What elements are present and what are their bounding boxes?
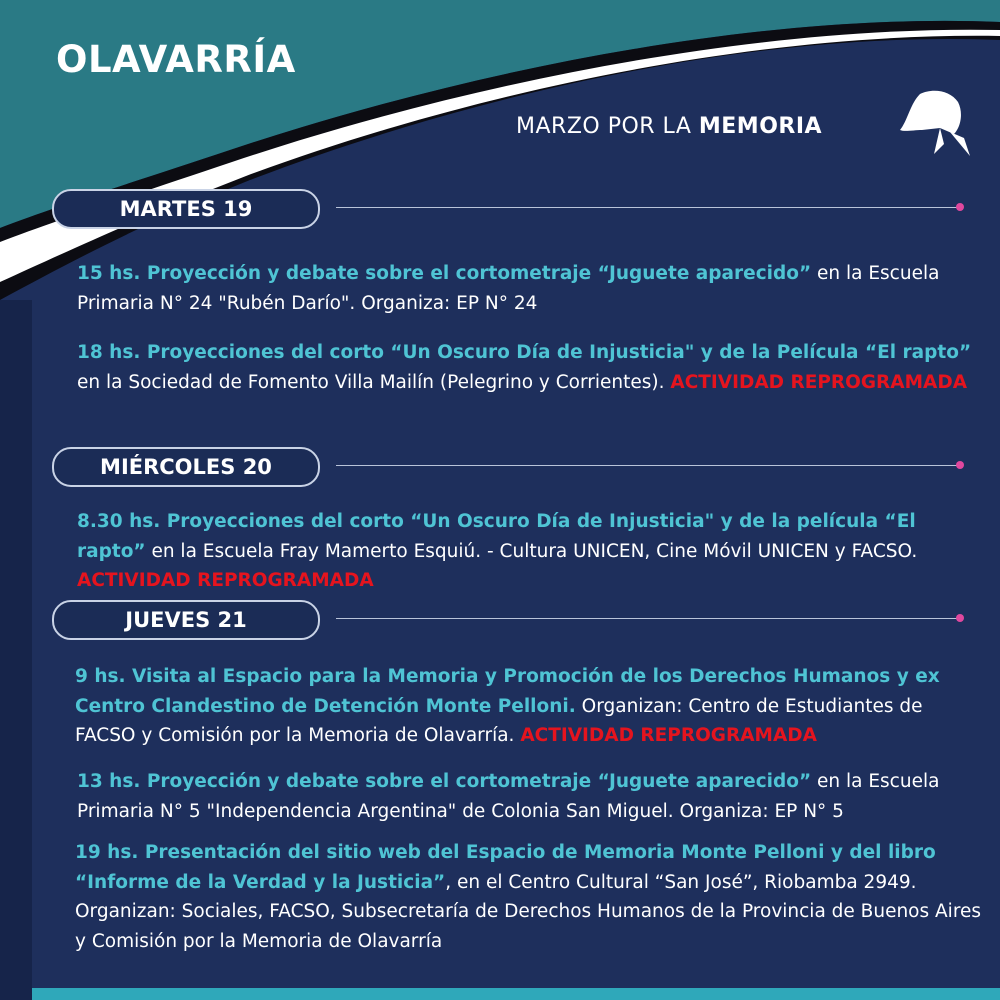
divider-dot [956, 614, 964, 622]
event-item [75, 662, 985, 751]
event-highlight: 19 hs. Presentación del sitio web del Espacio de Memoria Monte Pelloni y del libro “Informe de la Verdad y la Justicia” [75, 842, 936, 893]
event-text: en la Escuela Primaria N° 24 "Rubén Darío". Organiza: EP N° 24 [77, 263, 940, 314]
event-text: en la Sociedad de Fomento Villa Mailín (Pelegrino y Corrientes). [77, 371, 671, 393]
event-highlight: 9 hs. Visita al Espacio para la Memoria y Promoción de los Derechos Humanos y ex Centro Clandestino de Detención Monte Pelloni. [75, 666, 940, 717]
event-highlight: 18 hs. Proyecciones del corto “Un Oscuro Día de Injusticia" y de la Película “El rapto” [77, 342, 972, 363]
day-header-jueves: JUEVES 21 [52, 600, 320, 640]
campaign-prefix: MARZO POR LA [516, 114, 699, 139]
day-header-miercoles: MIÉRCOLES 20 [52, 447, 320, 487]
white-kerchief-icon [898, 86, 972, 160]
event-highlight: 13 hs. Proyección y debate sobre el cortometraje “Juguete aparecido” [77, 771, 812, 792]
city-title: OLAVARRÍA [56, 38, 296, 81]
event-item [77, 507, 987, 596]
event-text: en la Escuela Fray Mamerto Esquiú. - Cultura UNICEN, Cine Móvil UNICEN y FACSO. [145, 540, 918, 562]
day-divider [336, 207, 958, 208]
bottom-accent-bar [32, 988, 1000, 1000]
event-item [77, 259, 987, 318]
event-item [75, 838, 985, 956]
day-header-martes: MARTES 19 [52, 189, 320, 229]
event-alert: ACTIVIDAD REPROGRAMADA [77, 570, 374, 591]
event-item [77, 767, 987, 826]
campaign-bold: MEMORIA [698, 114, 823, 139]
event-highlight: 8.30 hs. Proyecciones del corto “Un Oscuro Día de Injusticia" y de la película “El rapto” [77, 511, 916, 562]
event-text: en la Escuela Primaria N° 5 "Independencia Argentina" de Colonia San Miguel. Organiza: EP N° 5 [77, 771, 940, 822]
divider-dot [956, 203, 964, 211]
campaign-title [516, 114, 822, 139]
event-text: , en el Centro Cultural “San José”, Riobamba 2949. Organizan: Sociales, FACSO, Subsecretaría de Derechos Humanos de la Provincia de Buenos Aires y Comisión por la Memoria de Olavarría [75, 871, 982, 952]
event-alert: ACTIVIDAD REPROGRAMADA [520, 725, 817, 746]
event-alert: ACTIVIDAD REPROGRAMADA [670, 371, 968, 393]
event-highlight: 15 hs. Proyección y debate sobre el cortometraje “Juguete aparecido” [77, 263, 812, 284]
day-divider [336, 618, 958, 619]
day-divider [336, 465, 958, 466]
event-text: Organizan: Centro de Estudiantes de FACSO y Comisión por la Memoria de Olavarría. [75, 695, 923, 746]
event-item [77, 338, 987, 397]
divider-dot [956, 461, 964, 469]
